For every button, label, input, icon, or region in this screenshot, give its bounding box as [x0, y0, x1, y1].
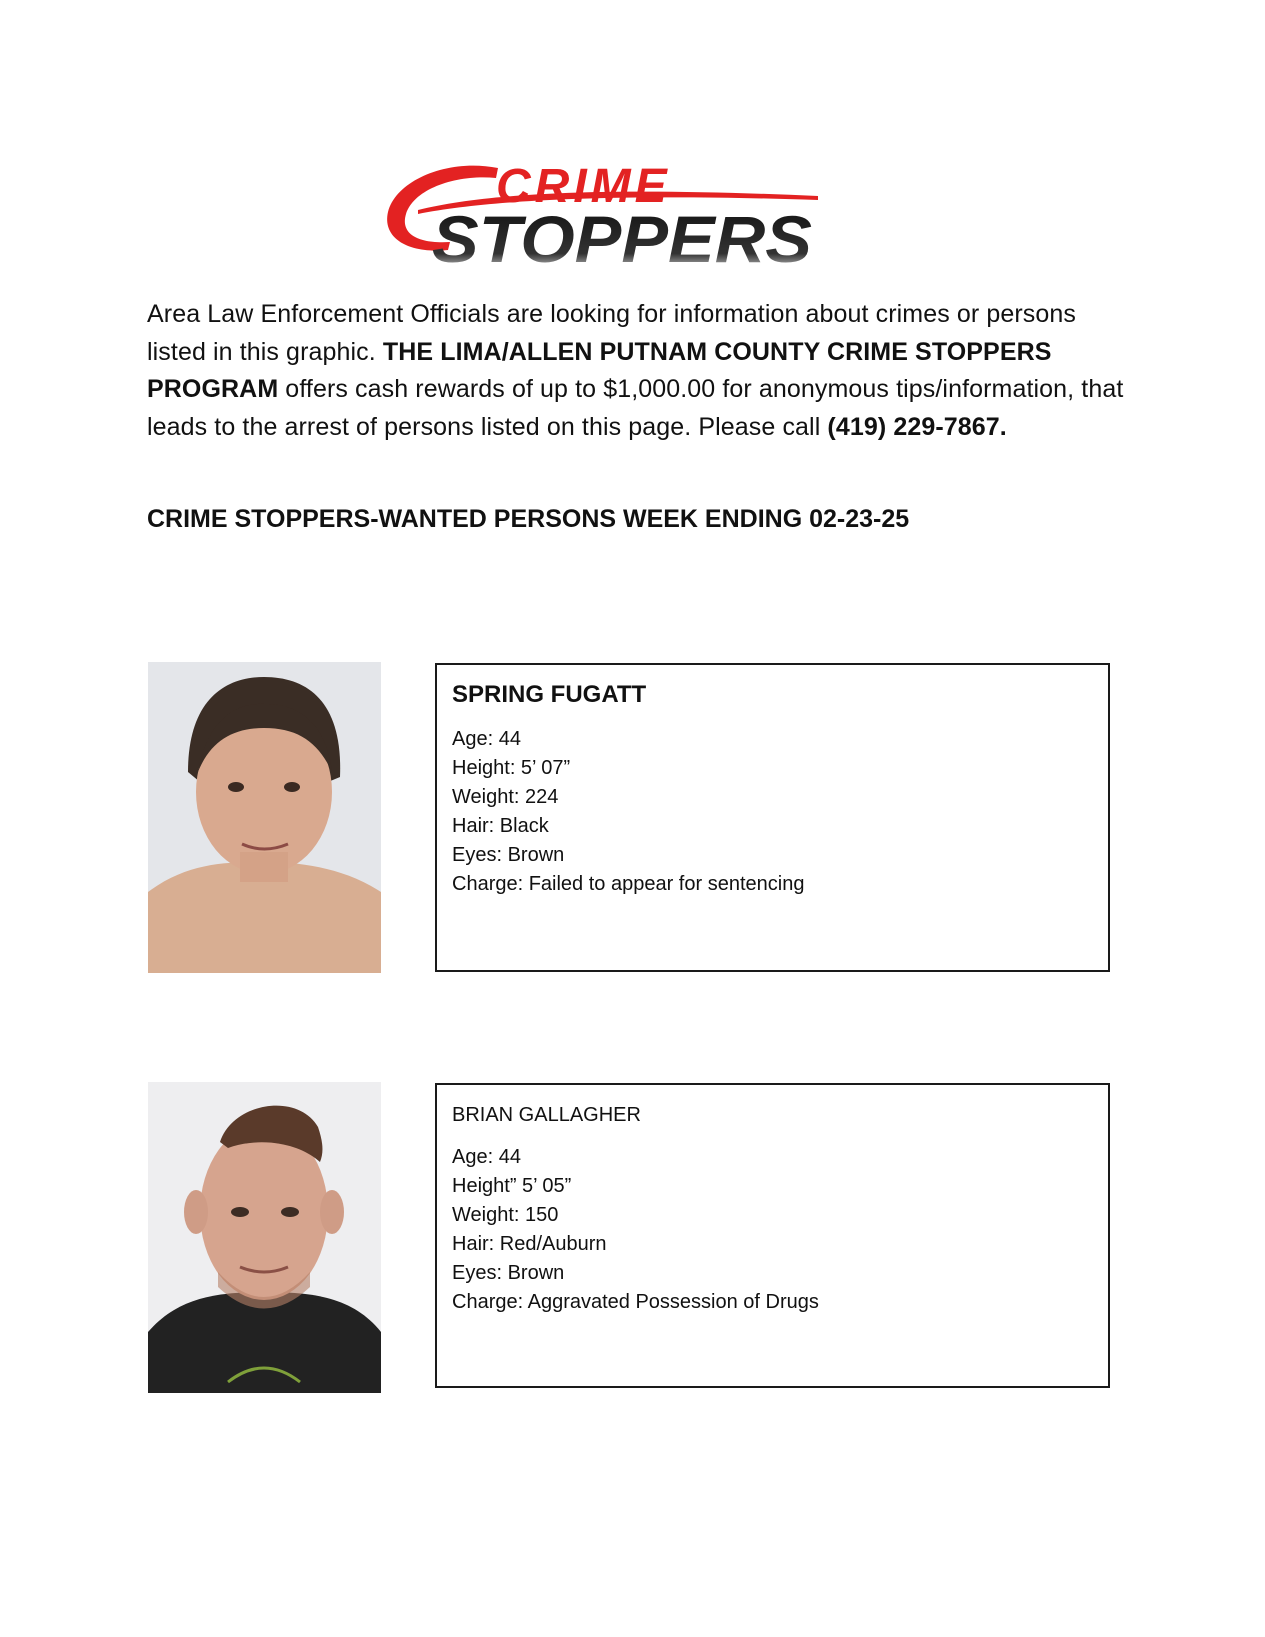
mugshot-photo [148, 1082, 381, 1393]
person-name: BRIAN GALLAGHER [452, 1104, 641, 1126]
person-weight: Weight: 224 [452, 786, 559, 808]
week-heading: CRIME STOPPERS-WANTED PERSONS WEEK ENDING 02-23-25 [147, 505, 910, 533]
logo-word-crime: CRIME [496, 160, 671, 213]
person-eyes: Eyes: Brown [452, 844, 565, 866]
person-height: Height: 5’ 07” [452, 757, 571, 779]
mugshot-photo [148, 662, 381, 973]
person-hair: Hair: Red/Auburn [452, 1233, 607, 1255]
intro-text-part1: Area Law Enforcement Officials are looking for information about crimes or persons listed in this graphic. [147, 300, 1076, 366]
mugshot-image [148, 1082, 381, 1393]
phone-number: (419) 229-7867. [827, 412, 1007, 441]
intro-paragraph [147, 296, 1127, 446]
person-eyes: Eyes: Brown [452, 1262, 565, 1284]
person-age: Age: 44 [452, 1146, 521, 1168]
person-charge: Charge: Aggravated Possession of Drugs [452, 1291, 819, 1313]
crime-stoppers-logo-graphic [378, 150, 848, 278]
program-name: THE LIMA/ALLEN PUTNAM COUNTY CRIME STOPPERS PROGRAM [147, 337, 1052, 403]
person-name: SPRING FUGATT [452, 681, 647, 708]
mugshot-image [148, 662, 381, 973]
intro-text-part2: offers cash rewards of up to $1,000.00 for anonymous tips/information, that leads to the arrest of persons listed on this page. Please call [147, 375, 1124, 441]
person-weight: Weight: 150 [452, 1204, 559, 1226]
person-age: Age: 44 [452, 728, 521, 750]
person-info-box [435, 663, 1110, 972]
person-hair: Hair: Black [452, 815, 549, 837]
person-charge: Charge: Failed to appear for sentencing [452, 873, 805, 895]
logo-word-stoppers: STOPPERS [432, 202, 812, 276]
person-info-box [435, 1083, 1110, 1388]
crime-stoppers-logo [378, 150, 848, 278]
person-height: Height” 5’ 05” [452, 1175, 572, 1197]
